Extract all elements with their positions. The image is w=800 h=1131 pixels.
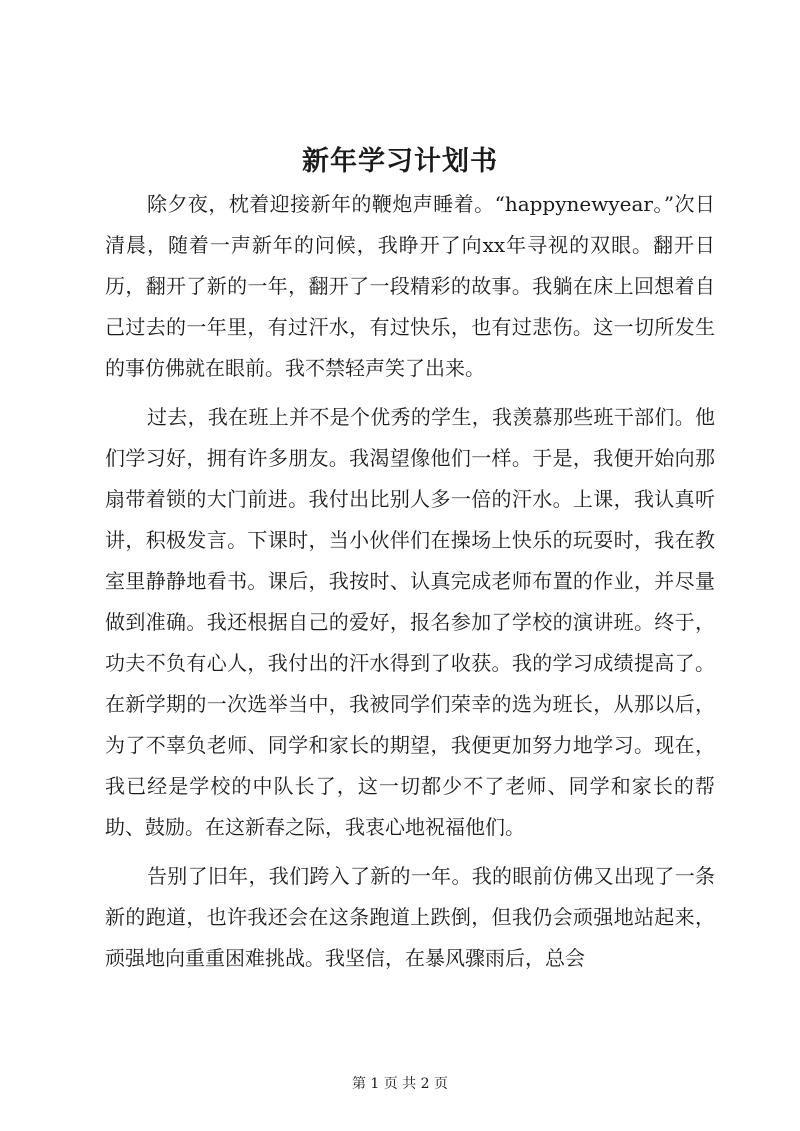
page-footer: 第 1 页 共 2 页 <box>351 1076 449 1092</box>
paragraph-3: 告别了旧年，我们跨入了新的一年。我的眼前仿佛又出现了一条新的跑道，也许我还会在这条跑道上跌倒，但我仍会顽强地站起来，顽强地向重重困难挑战。我坚信，在暴风骤雨后，总会 <box>105 864 715 970</box>
document-body <box>105 184 715 979</box>
paragraph-2: 过去，我在班上并不是个优秀的学生，我羡慕那些班干部们。他们学习好，拥有许多朋友。我渴望像他们一样。于是，我便开始向那扇带着锁的大门前进。我付出比别人多一倍的汗水。上课，我认真听讲，积极发言。下课时，当小伙伴们在操场上快乐的玩耍时，我在教室里静静地看书。课后，我按时、认真完成老师布置的作业，并尽量做到准确。我还根据自己的爱好，报名参加了学校的演讲班。终于，功夫不负有心人，我付出的汗水得到了收获。我的学习成绩提高了。在新学期的一次选举当中，我被同学们荣幸的选为班长，从那以后，为了不辜负老师、同学和家长的期望，我便更加努力地学习。现在，我已经是学校的中队长了，这一切都少不了老师、同学和家长的帮助、鼓励。在这新春之际，我衷心地祝福他们。 <box>105 405 715 839</box>
paragraph-1: 除夕夜，枕着迎接新年的鞭炮声睡着。“happynewyear。”次日清晨，随着一声新年的问候，我睁开了向xx年寻视的双眼。翻开日历，翻开了新的一年，翻开了一段精彩的故事。我躺在床上回想着自己过去的一年里，有过汗水，有过快乐，也有过悲伤。这一切所发生的事仿佛就在眼前。我不禁轻声笑了出来。 <box>105 192 715 380</box>
document-title: 新年学习计划书 <box>302 146 498 177</box>
